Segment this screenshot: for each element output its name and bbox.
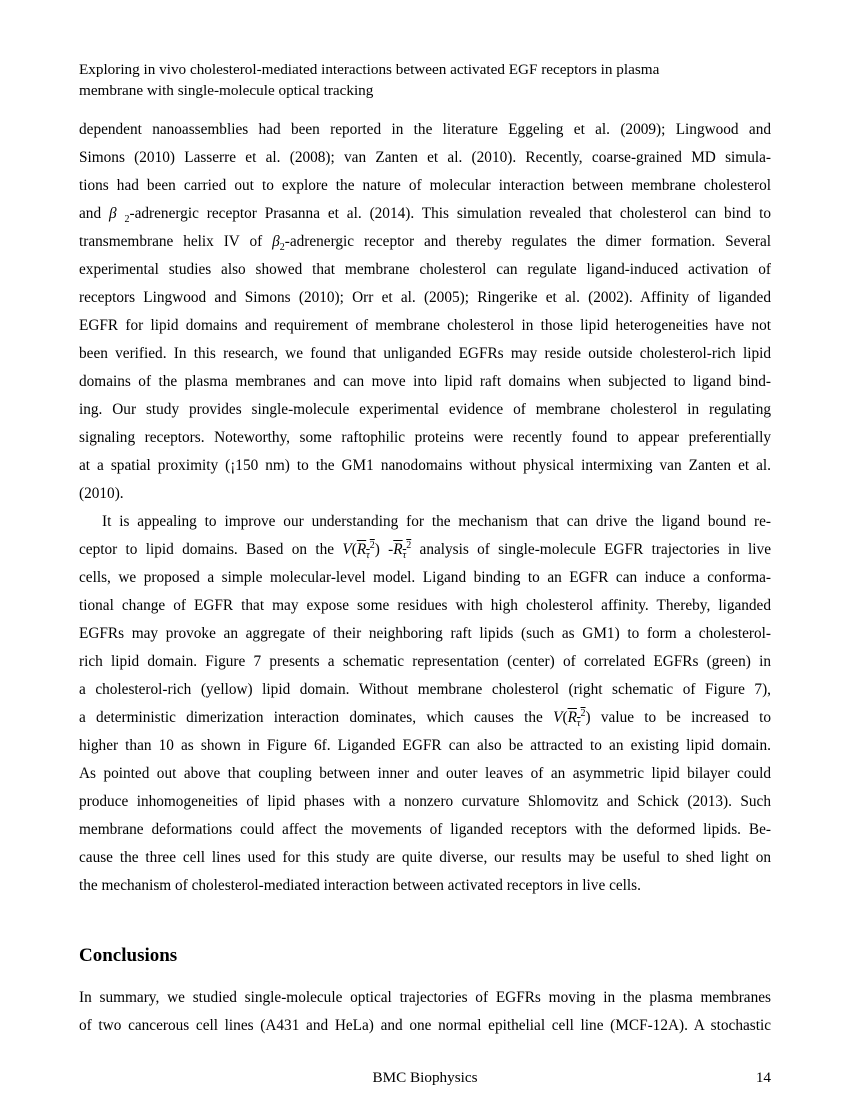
text-line: cells, we proposed a simple molecular-level model. Ligand binding to an EGFR can induce a conforma- (79, 569, 771, 586)
text-line: Simons (2010) Lasserre et al. (2008); van Zanten et al. (2010). Recently, coarse-grained MD simula- (79, 149, 771, 166)
text-line: of two cancerous cell lines (A431 and HeLa) and one normal epithelial cell line (MCF-12A). A stochastic (79, 1017, 771, 1034)
superscript: 2 (369, 539, 375, 551)
text-segment: -adrenergic receptor and thereby regulates the dimer formation. Several (284, 233, 771, 250)
text-line: at a spatial proximity (¡150 nm) to the GM1 nanodomains without physical intermixing van Zanten et al. (79, 457, 771, 474)
superscript: 2 (406, 539, 412, 551)
text-segment: value to be increased to (590, 709, 772, 726)
text-segment: a deterministic dimerization interaction dominates, which causes the (79, 709, 554, 726)
math-symbol: R (356, 541, 367, 558)
subscript: τ (576, 718, 581, 730)
discussion-text (79, 119, 771, 903)
text-line: tional change of EGFR that may expose some residues with high cholesterol affinity. Thereby, liganded (79, 597, 771, 614)
text-line: dependent nanoassemblies had been reported in the literature Eggeling et al. (2009); Lingwood and (79, 121, 771, 138)
subscript: 2 (124, 214, 130, 226)
footer-journal-name: BMC Biophysics (372, 1069, 478, 1086)
section-heading-conclusions: Conclusions (79, 945, 178, 966)
running-header (79, 59, 779, 101)
text-line: EGFR for lipid domains and requirement of membrane cholesterol in those lipid heterogeneities have not (79, 317, 771, 334)
text-line: receptors Lingwood and Simons (2010); Orr et al. (2005); Ringerike et al. (2002). Affinity of liganded (79, 289, 771, 306)
text-line: It is appealing to improve our understanding for the mechanism that can drive the ligand bound re- (102, 513, 771, 530)
subscript: τ (366, 550, 370, 562)
text-line: been verified. In this research, we found that unliganded EGFRs may reside outside cholesterol-rich lipid (79, 345, 771, 362)
math-overline (356, 539, 375, 562)
text-line (79, 231, 771, 259)
text-line: cause the three cell lines used for this study are quite diverse, our results may be useful to shed light on (79, 849, 771, 866)
text-segment: analysis of single-molecule EGFR trajectories in live (411, 541, 771, 558)
math-symbol: R (393, 541, 403, 558)
text-segment: ceptor to lipid domains. Based on the (79, 541, 343, 558)
math-symbol: V (553, 709, 563, 726)
text-line: In summary, we studied single-molecule optical trajectories of EGFRs moving in the plasma membranes (79, 989, 771, 1006)
text-line (79, 203, 771, 231)
text-line: membrane deformations could affect the movements of liganded receptors with the deformed lipids. Be- (79, 821, 771, 838)
text-line: experimental studies also showed that membrane cholesterol can regulate ligand-induced activation of (79, 261, 771, 278)
running-header-line: Exploring in vivo cholesterol-mediated interactions between activated EGF receptors in plasma (79, 61, 660, 78)
superscript: 2 (580, 707, 586, 719)
math-symbol: V (342, 541, 352, 558)
conclusions-text (79, 987, 771, 1043)
text-segment: -adrenergic receptor Prasanna et al. (2014). This simulation revealed that cholesterol can bind to (129, 205, 771, 222)
beta-symbol: β (272, 233, 280, 250)
text-line: signaling receptors. Noteworthy, some raftophilic proteins were recently found to appear preferentially (79, 429, 771, 446)
text-line: ing. Our study provides single-molecule experimental evidence of membrane cholesterol in regulating (79, 401, 771, 418)
text-line: a cholesterol-rich (yellow) lipid domain. Without membrane cholesterol (right schematic of Figure 7), (79, 681, 771, 698)
text-line (79, 539, 771, 567)
page-number: 14 (755, 1069, 771, 1086)
text-line: (2010). (79, 485, 124, 502)
math-dash: - (379, 541, 394, 558)
subscript: 2 (279, 242, 285, 254)
math-overline (393, 539, 412, 562)
text-line: produce inhomogeneities of lipid phases with a nonzero curvature Shlomovitz and Schick (2013). Such (79, 793, 771, 810)
math-symbol: R (567, 709, 577, 726)
running-header-line: membrane with single-molecule optical tracking (79, 82, 374, 99)
text-line: EGFRs may provoke an aggregate of their neighboring raft lipids (such as GM1) to form a cholesterol- (79, 625, 771, 642)
text-line: rich lipid domain. Figure 7 presents a schematic representation (center) of correlated EGFRs (green) in (79, 653, 771, 670)
text-line (79, 707, 771, 735)
text-segment: transmembrane helix IV of (79, 233, 273, 250)
beta-symbol: β (108, 205, 117, 222)
math-variance-expression: $V(R_\tau^2)$ $-R_\tau^2$ (342, 539, 412, 562)
text-line: As pointed out above that coupling between inner and outer leaves of an asymmetric lipid bilayer could (79, 765, 771, 782)
text-line: higher than 10 as shown in Figure 6f. Liganded EGFR can also be attracted to an existing lipid domain. (79, 737, 771, 754)
math-variance-expression: $V(R_\tau^2)$ (553, 707, 591, 730)
text-line: the mechanism of cholesterol-mediated interaction between activated receptors in live cells. (79, 877, 641, 894)
text-segment: and (79, 205, 109, 222)
subscript: τ (402, 550, 407, 562)
text-line: tions had been carried out to explore the nature of molecular interaction between membrane cholesterol (79, 177, 771, 194)
text-line: domains of the plasma membranes and can move into lipid raft domains when subjected to ligand bind- (79, 373, 771, 390)
